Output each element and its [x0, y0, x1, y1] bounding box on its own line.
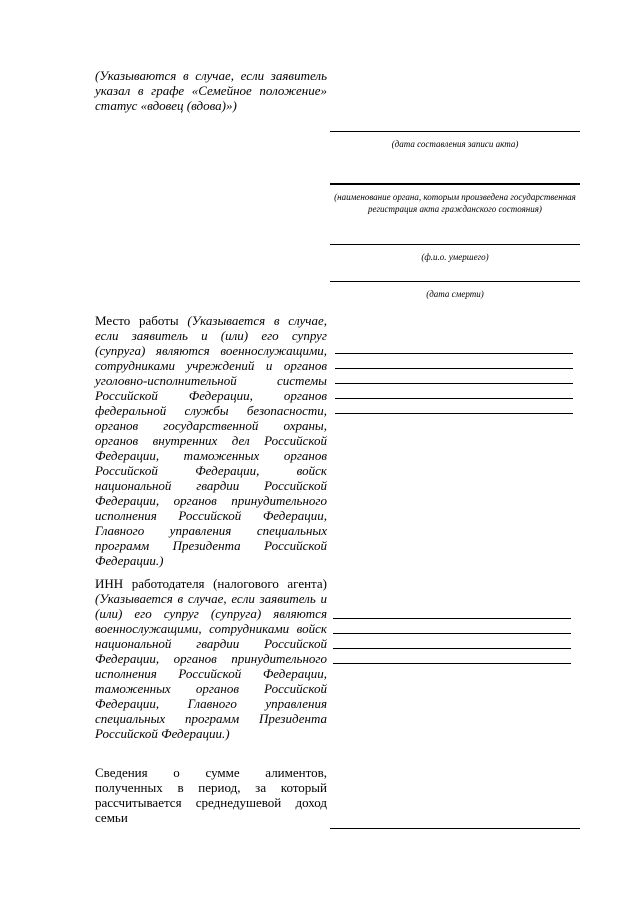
record-date-caption: (дата составления записи акта) [391, 139, 519, 149]
workplace-line-3[interactable] [335, 383, 573, 384]
death-date-field[interactable] [330, 281, 580, 282]
alimony-label: Сведения о сумме алиментов, полученных в период, за который рассчитывается среднедушевой доход семьи [95, 765, 327, 825]
employer-inn-section [95, 576, 327, 741]
workplace-line-4[interactable] [335, 398, 573, 399]
alimony-field[interactable] [330, 828, 580, 829]
workplace-line-5[interactable] [335, 413, 573, 414]
employer-inn-label: ИНН работодателя (налогового агента) [95, 576, 327, 591]
employer-inn-note: (Указывается в случае, если заявитель и (или) его супруг (супруга) являются военнослужащими, сотрудниками войск национальной гвардии Российской Федерации, органов принудительного исполнения Российской Федерации, таможенных органов Российской Федерации, Главного управления специальных программ Президента Российской Федерации.) [95, 591, 327, 741]
deceased-name-caption: (ф.и.о. умершего) [421, 252, 489, 262]
workplace-label: Место работы [95, 313, 179, 328]
employer-inn-line-3[interactable] [333, 648, 571, 649]
authority-caption: (наименование органа, которым произведена государственная регистрация акта гражданского состояния) [334, 192, 576, 214]
employer-inn-line-4[interactable] [333, 663, 571, 664]
deceased-name-field[interactable] [330, 244, 580, 245]
workplace-note: (Указывается в случае, если заявитель и (или) его супруг (супруга) являются военнослужащими, сотрудниками учреждений и органов уголовно-исполнительной системы Российской Федерации, органов федеральной службы безопасности, органов государственной охраны, органов внутренних дел Российской Федерации, таможенных органов Российской Федерации, войск национальной гвардии Российской Федерации, органов принудительного исполнения Российской Федерации, Главного управления специальных программ Президента Российской Федерации.) [95, 313, 328, 568]
death-date-caption: (дата смерти) [426, 289, 484, 299]
workplace-line-2[interactable] [335, 368, 573, 369]
employer-inn-line-2[interactable] [333, 633, 571, 634]
employer-inn-line-1[interactable] [333, 618, 571, 619]
authority-field[interactable] [330, 183, 580, 185]
intro-note: (Указываются в случае, если заявитель указал в графе «Семейное положение» статус «вдовец (вдова)») [95, 68, 327, 113]
workplace-section [95, 313, 327, 568]
workplace-line-1[interactable] [335, 353, 573, 354]
record-date-field[interactable] [330, 131, 580, 132]
